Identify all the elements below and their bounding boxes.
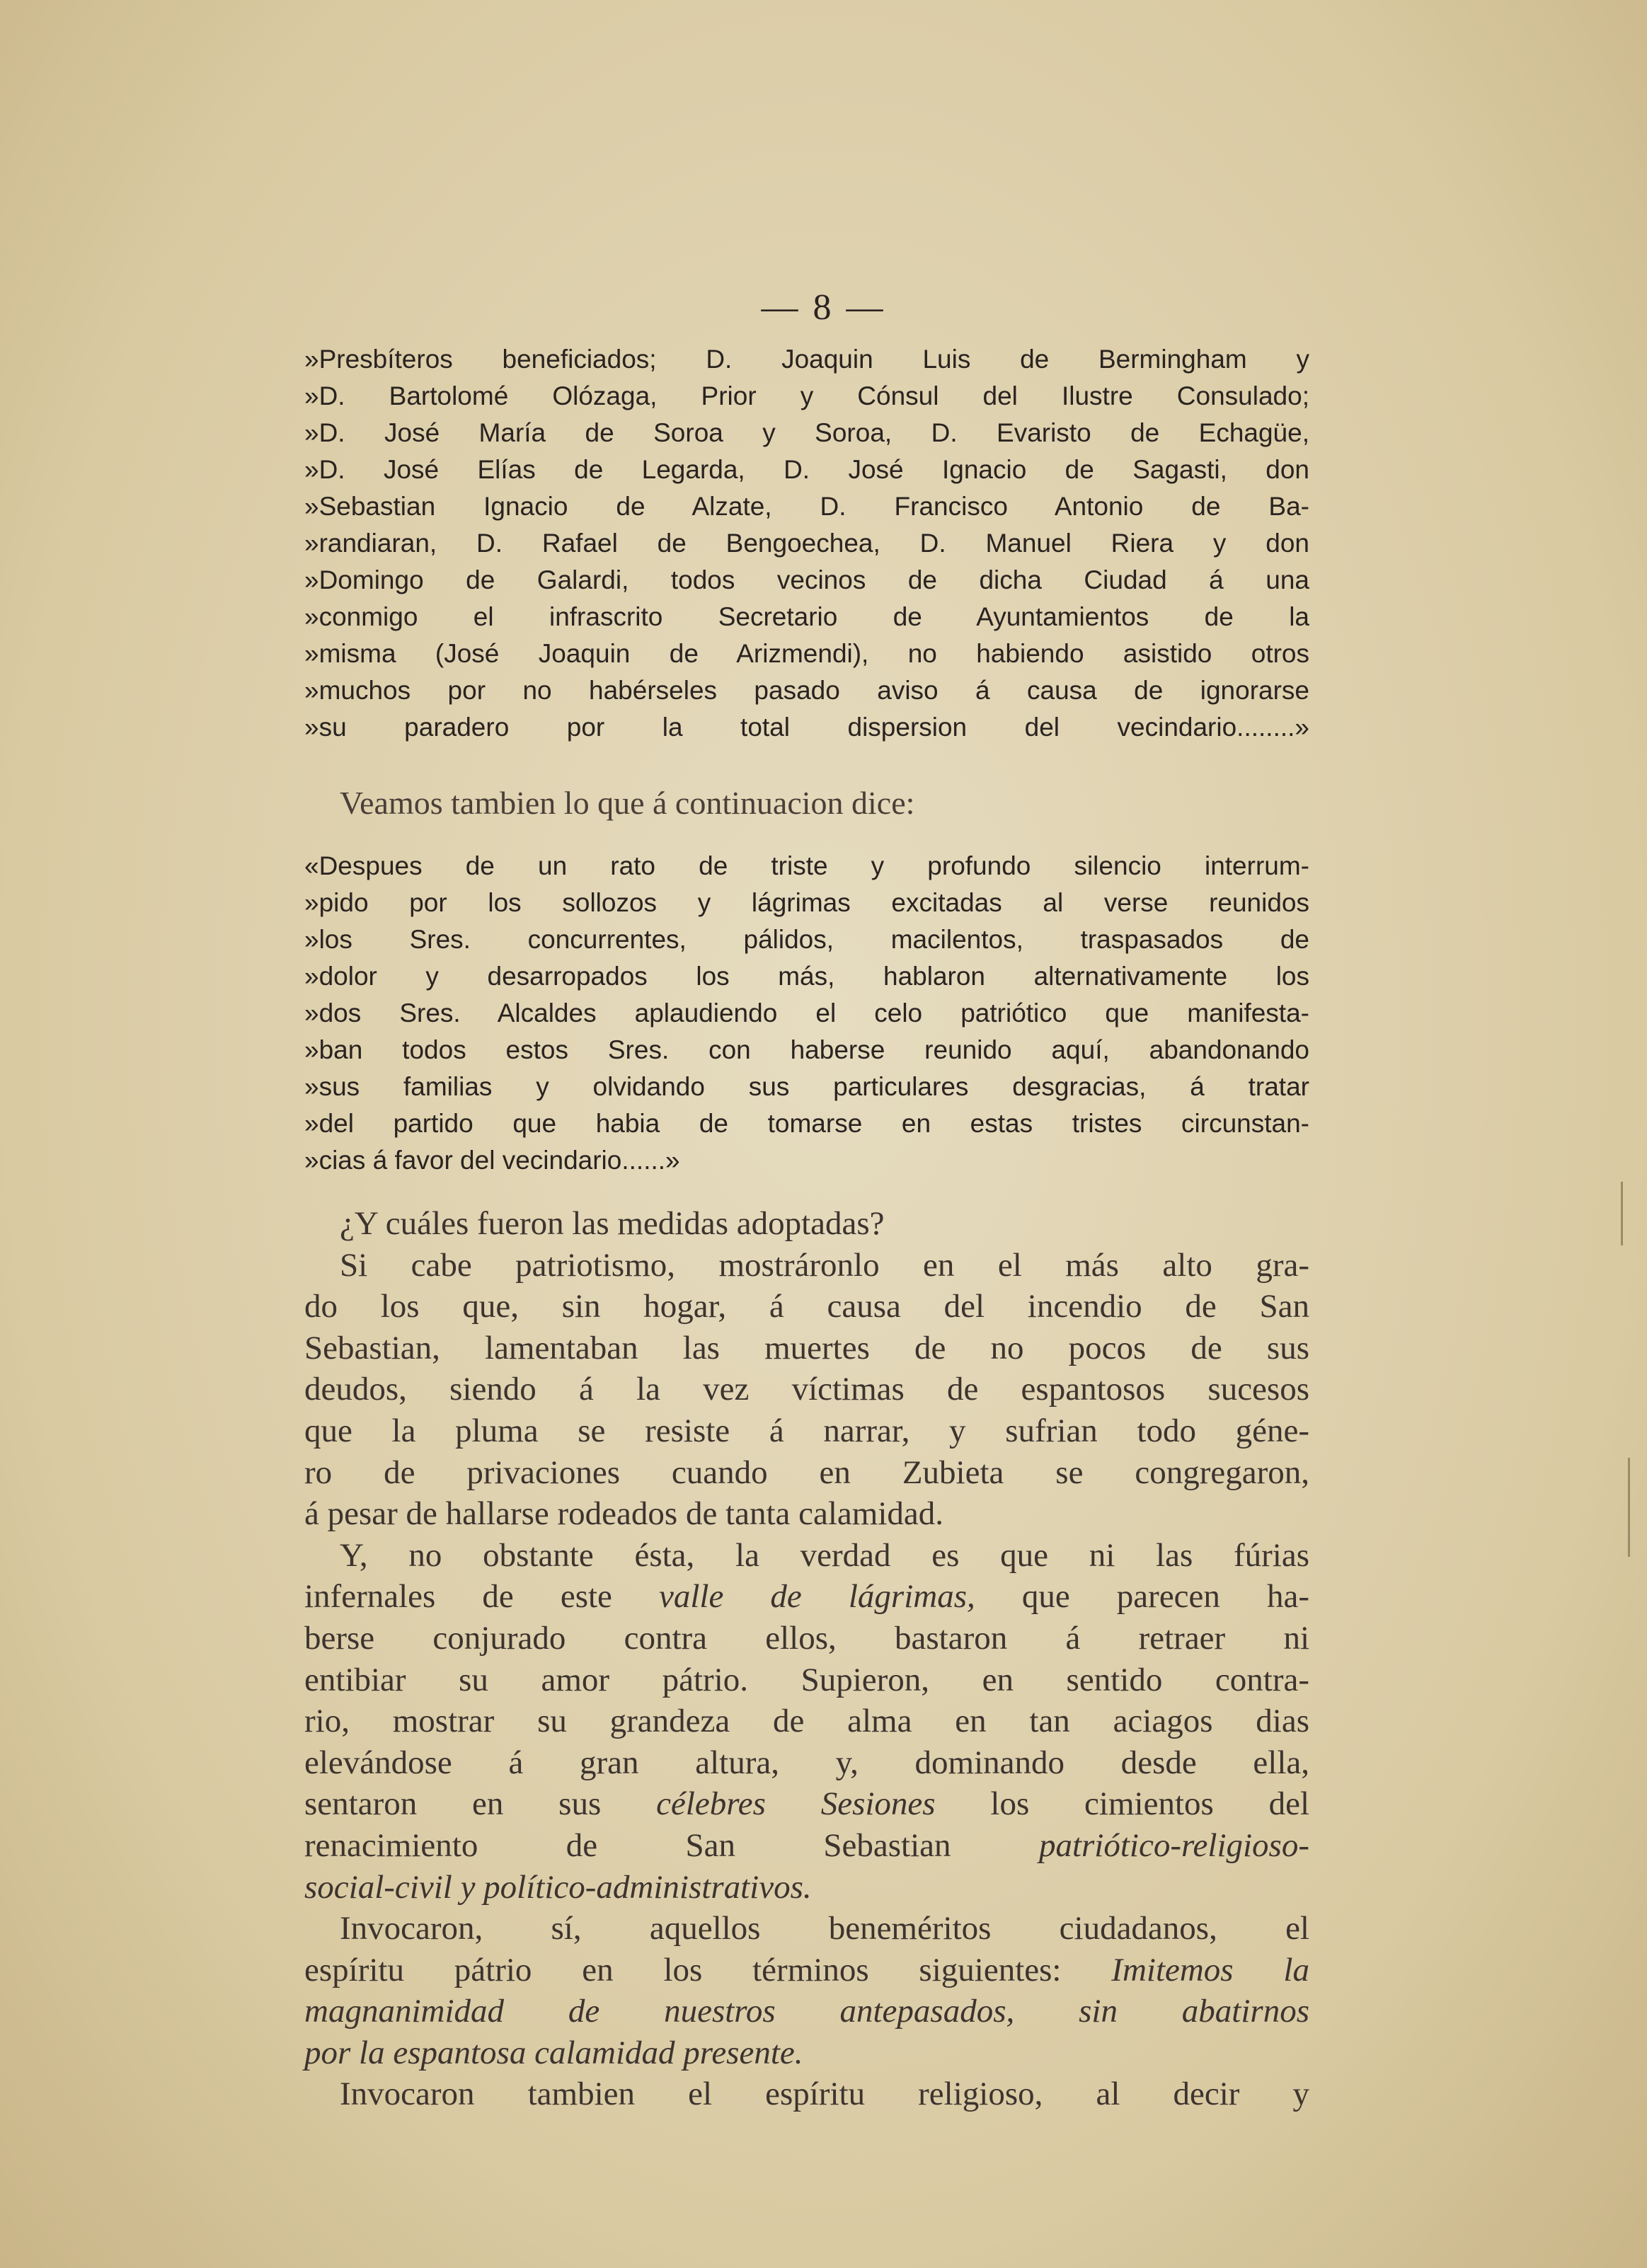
quote-line: »cias á favor del vecindario......»: [304, 1146, 680, 1175]
quote-line: »conmigo el infrascrito Secretario de Ayuntamientos de la: [304, 602, 1309, 631]
body-line: Invocaron, sí, aquellos beneméritos ciudadanos, el: [340, 1910, 1309, 1947]
quote-line: »del partido que habia de tomarse en estas tristes circunstan-: [304, 1109, 1309, 1138]
quote-line: »dos Sres. Alcaldes aplaudiendo el celo patriótico que manifesta-: [304, 998, 1309, 1027]
quote-line: »muchos por no habérseles pasado aviso á causa de ignorarse: [304, 676, 1309, 705]
body-line: rio, mostrar su grandeza de alma en tan aciagos dias: [304, 1703, 1309, 1740]
body-text-run: renacimiento de San Sebastian: [304, 1826, 1039, 1864]
quote-line: »los Sres. concurrentes, pálidos, macilentos, traspasados de: [304, 925, 1309, 954]
body-line: elevándose á gran altura, y, dominando desde ella,: [304, 1744, 1309, 1781]
quoted-session-block: [304, 848, 1309, 1179]
quote-line: «Despues de un rato de triste y profundo silencio interrum-: [304, 851, 1309, 880]
body-line: magnanimidad de nuestros antepasados, sin abatirnos: [304, 1993, 1309, 2030]
body-line: ro de privaciones cuando en Zubieta se congregaron,: [304, 1454, 1309, 1491]
quote-line: »pido por los sollozos y lágrimas excitadas al verse reunidos: [304, 888, 1309, 917]
italic-phrase: Imitemos la: [1111, 1951, 1309, 1988]
body-line: social-civil y político-administrativos.: [304, 1868, 812, 1906]
body-line: Sebastian, lamentaban las muertes de no pocos de sus: [304, 1329, 1309, 1366]
section-heading: Veamos tambien lo que á continuacion dice:: [340, 785, 915, 821]
body-line: [304, 1783, 1309, 1825]
quote-line: »misma (José Joaquin de Arizmendi), no habiendo asistido otros: [304, 639, 1309, 668]
body-text-run: que parecen ha-: [975, 1578, 1309, 1616]
body-line: do los que, sin hogar, á causa del incendio de San: [304, 1288, 1309, 1325]
quote-line: »Domingo de Galardi, todos vecinos de dicha Ciudad á una: [304, 565, 1309, 594]
body-line: berse conjurado contra ellos, bastaron á retraer ni: [304, 1619, 1309, 1657]
quote-line: »sus familias y olvidando sus particulares desgracias, á tratar: [304, 1072, 1309, 1101]
body-line: por la espantosa calamidad presente.: [304, 2034, 803, 2071]
quote-line: »D. José Elías de Legarda, D. José Ignacio de Sagasti, don: [304, 455, 1309, 484]
body-line: Y, no obstante ésta, la verdad es que ni las fúrias: [340, 1536, 1309, 1574]
italic-phrase: patriótico-religioso-: [1038, 1826, 1309, 1864]
quote-line: »Sebastian Ignacio de Alzate, D. Francisco Antonio de Ba-: [304, 492, 1309, 521]
body-line: [304, 1576, 1309, 1618]
margin-mark: [1621, 1182, 1623, 1245]
margin-mark: [1628, 1458, 1630, 1557]
body-line: [304, 1950, 1309, 1991]
body-text: [304, 1203, 1309, 2115]
italic-phrase: valle de lágrimas,: [659, 1578, 975, 1616]
body-text-run: espíritu pátrio en los términos siguientes:: [304, 1951, 1112, 1988]
quote-line: »dolor y desarropados los más, hablaron alternativamente los: [304, 962, 1309, 991]
quote-line: »su paradero por la total dispersion del vecindario........»: [304, 713, 1309, 742]
body-line: entibiar su amor pátrio. Supieron, en sentido contra-: [304, 1661, 1309, 1698]
body-text-run: infernales de este: [304, 1578, 659, 1616]
body-line: Si cabe patriotismo, mostráronlo en el más alto gra-: [340, 1246, 1309, 1284]
quote-line: »D. José María de Soroa y Soroa, D. Evaristo de Echagüe,: [304, 418, 1309, 447]
body-text-run: los cimientos del: [935, 1785, 1310, 1823]
italic-phrase: célebres Sesiones: [656, 1785, 936, 1823]
body-line: que la pluma se resiste á narrar, y sufrian todo géne-: [304, 1412, 1309, 1449]
quote-line: »randiaran, D. Rafael de Bengoechea, D. Manuel Riera y don: [304, 529, 1309, 558]
quote-line: »ban todos estos Sres. con haberse reunido aquí, abandonando: [304, 1035, 1309, 1064]
body-text-run: sentaron en sus: [304, 1785, 657, 1823]
page-number: — 8 —: [761, 287, 886, 328]
quote-line: »Presbíteros beneficiados; D. Joaquin Luis de Bermingham y: [304, 345, 1309, 374]
body-line: deudos, siendo á la vez víctimas de espantosos sucesos: [304, 1371, 1309, 1408]
body-line: [304, 1825, 1309, 1867]
body-line: á pesar de hallarse rodeados de tanta calamidad.: [304, 1495, 944, 1533]
quoted-minutes-block: [304, 341, 1309, 746]
quote-line: »D. Bartolomé Olózaga, Prior y Cónsul del Ilustre Consulado;: [304, 381, 1309, 410]
body-line: Invocaron tambien el espíritu religioso, al decir y: [340, 2076, 1309, 2113]
body-line: ¿Y cuáles fueron las medidas adoptadas?: [340, 1205, 885, 1242]
